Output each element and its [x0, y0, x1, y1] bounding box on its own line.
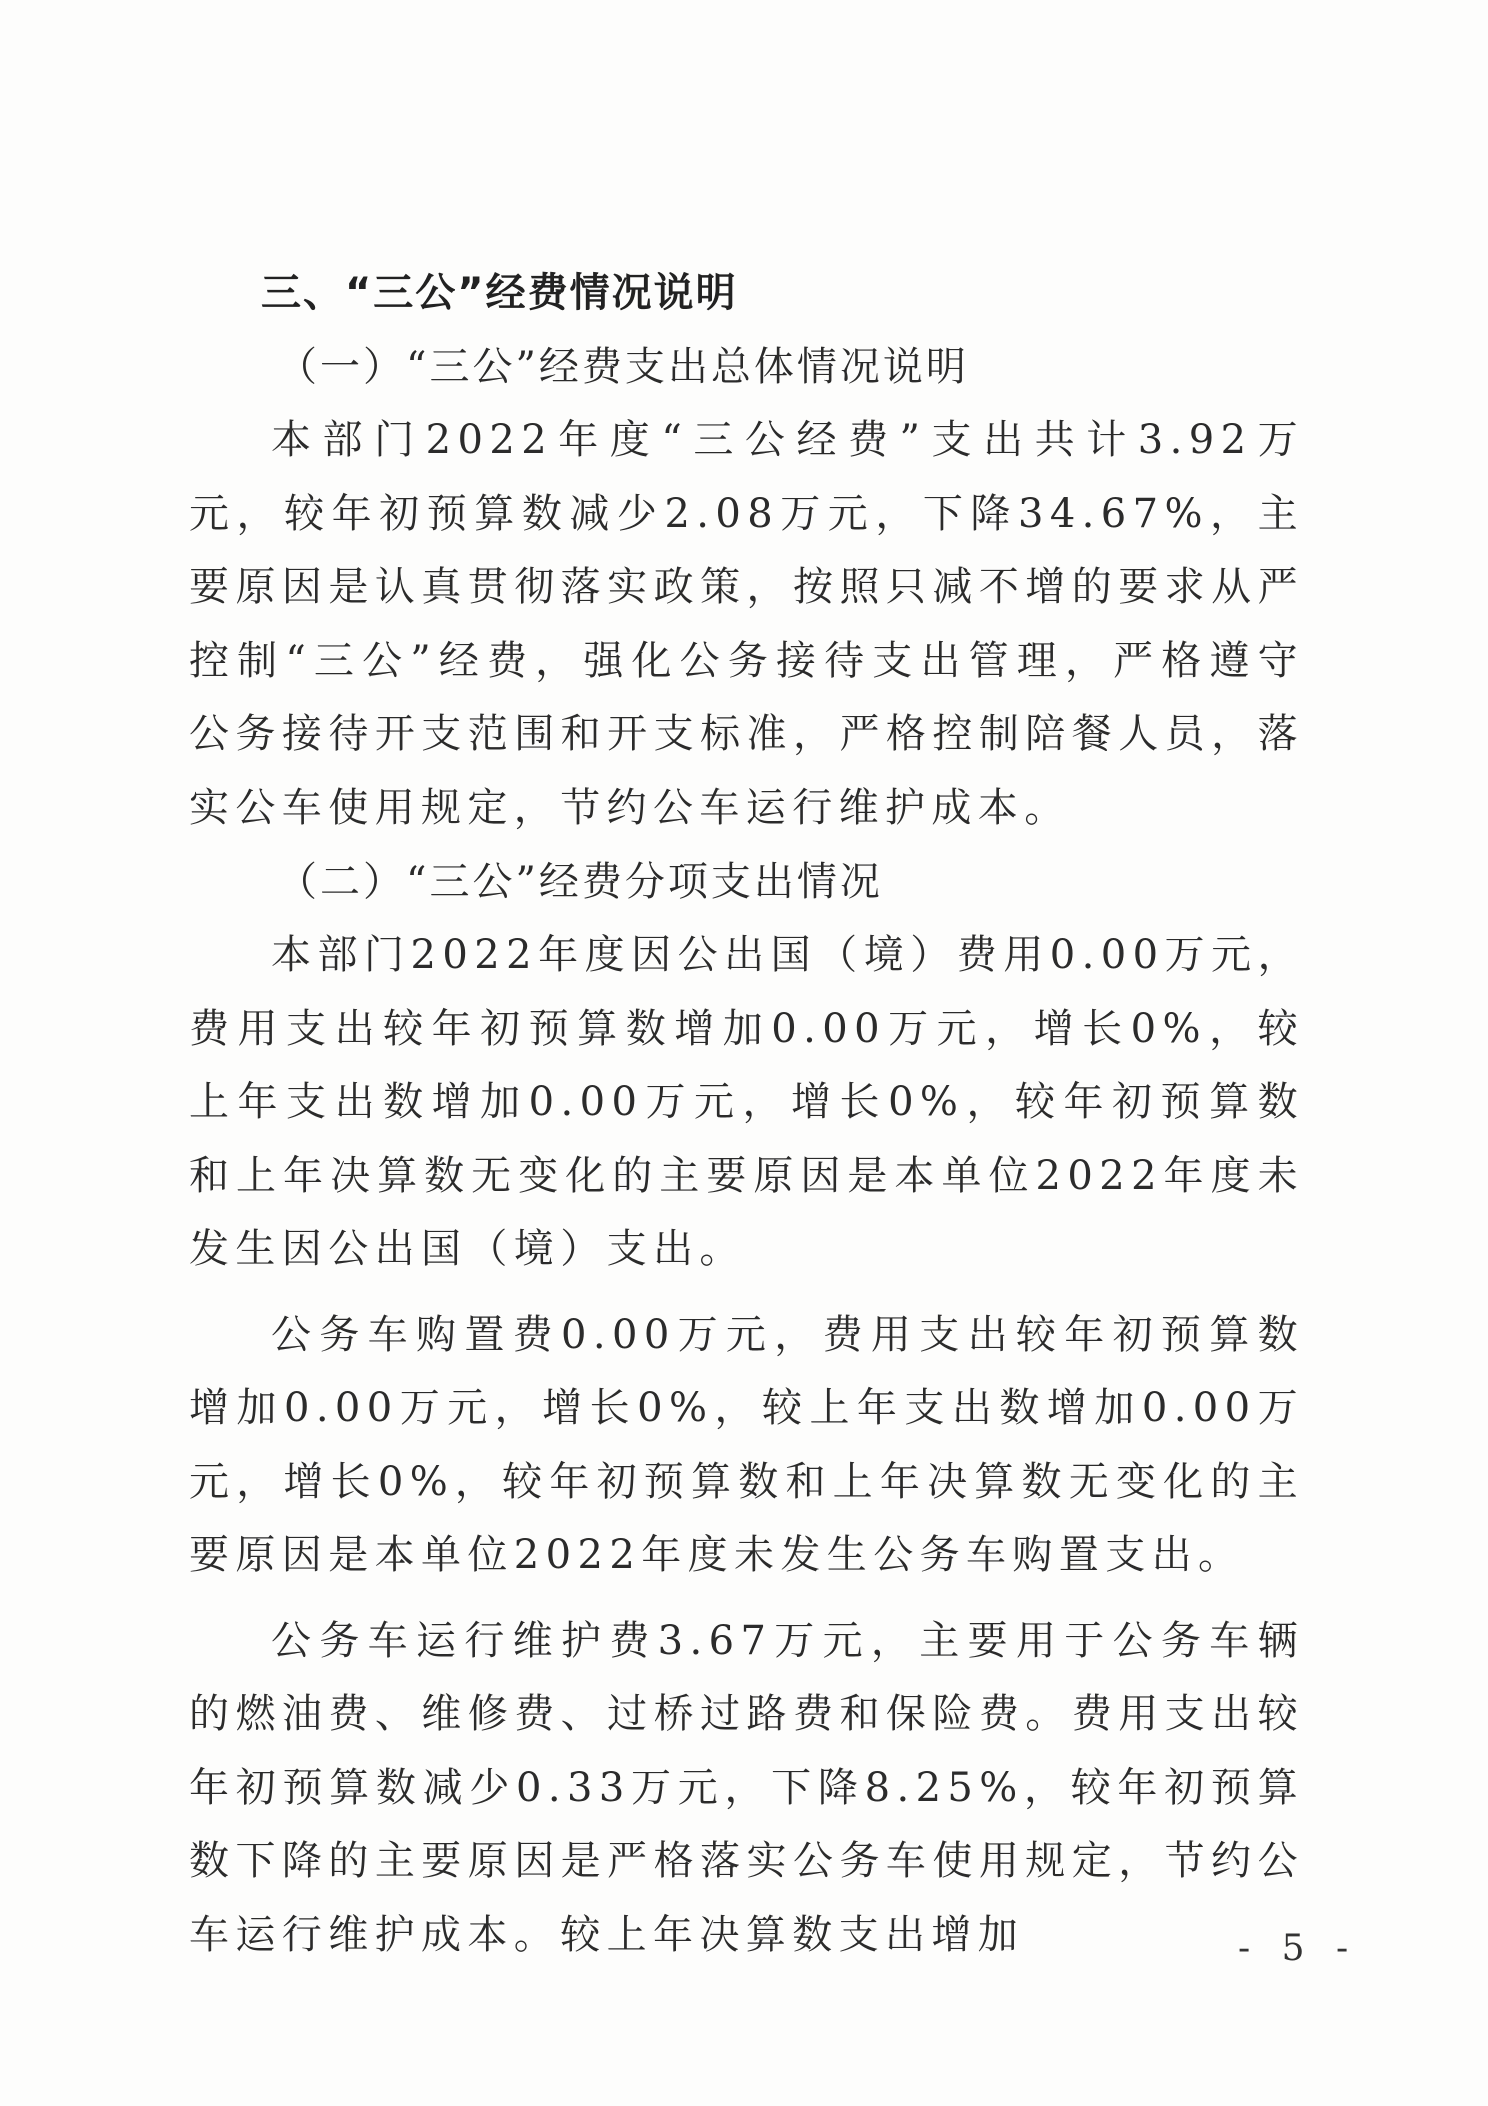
paragraph-overall-expenditure: 本部门2022年度“三公经费”支出共计3.92万元，较年初预算数减少2.08万元，下降34.67%，主要原因是认真贯彻落实政策，按照只减不增的要求从严控制“三公”经费，强化公务接待支出管理，严格遵守公务接待开支范围和开支标准，严格控制陪餐人员，落实公车使用规定，节约公车运行维护成本。 [189, 417, 1304, 831]
subsection-title-itemized: （二）“三公”经费分项支出情况 [277, 859, 883, 905]
paragraph-gap [189, 1287, 1304, 1299]
section-title: 三、“三公”经费情况说明 [261, 270, 738, 316]
paragraph-vehicle-maintenance: 公务车运行维护费3.67万元，主要用于公务车辆的燃油费、维修费、过桥过路费和保险费。费用支出较年初预算数减少0.33万元，下降8.25%，较年初预算数下降的主要原因是严格落实公务车使用规定，节约公车运行维护成本。较上年决算数支出增加 [189, 1617, 1304, 1958]
paragraph-vehicle-purchase: 公务车购置费0.00万元，费用支出较年初预算数增加0.00万元，增长0%，较上年支出数增加0.00万元，增长0%，较年初预算数和上年决算数无变化的主要原因是本单位2022年度未发生公务车购置支出。 [189, 1311, 1304, 1578]
subsection-title-overall: （一）“三公”经费支出总体情况说明 [277, 344, 969, 390]
paragraph-overseas-travel: 本部门2022年度因公出国（境）费用0.00万元，费用支出较年初预算数增加0.00万元，增长0%，较上年支出数增加0.00万元，增长0%，较年初预算数和上年决算数无变化的主要原因是本单位2022年度未发生因公出国（境）支出。 [189, 932, 1304, 1272]
page-number: - 5 - [1238, 1928, 1359, 1969]
paragraph-gap [189, 1593, 1304, 1605]
document-body [189, 256, 1304, 1972]
